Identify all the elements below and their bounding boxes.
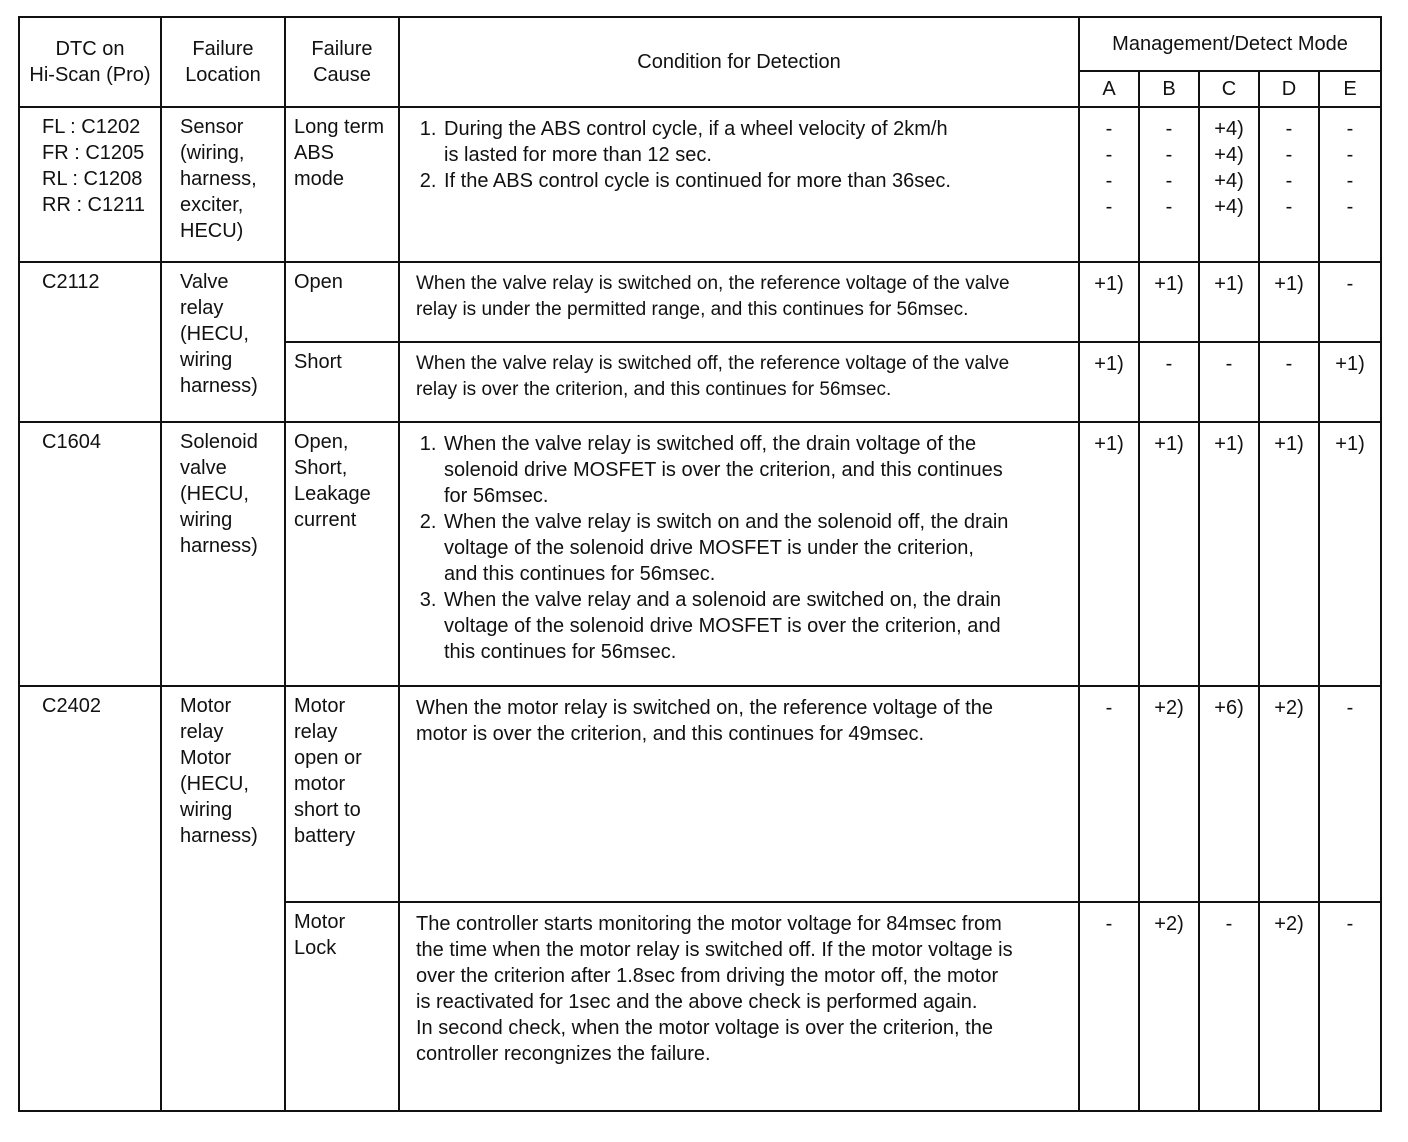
- mode-d-value: +1): [1259, 262, 1319, 342]
- condition-item: 1. During the ABS control cycle, if a wheel velocity of 2km/h is lasted for more than 12 sec.: [442, 116, 1074, 168]
- mode-d-value: - - - -: [1259, 107, 1319, 262]
- mode-a-value: -: [1079, 902, 1139, 1111]
- mode-a-value: +1): [1079, 422, 1139, 686]
- dtc-code: C2402: [19, 686, 161, 1111]
- mode-c-value: -: [1199, 342, 1259, 422]
- dtc-code: FL : C1202 FR : C1205 RL : C1208 RR : C1211: [19, 107, 161, 262]
- mode-d-value: +2): [1259, 902, 1319, 1111]
- condition-item: 2. If the ABS control cycle is continued for more than 36sec.: [442, 168, 1074, 194]
- header-row: [19, 17, 1381, 71]
- detection-condition: When the valve relay is switched off, the reference voltage of the valve relay is over the criterion, and this continues for 56msec.: [399, 342, 1079, 422]
- failure-cause: Open: [285, 262, 399, 342]
- table-row: [19, 107, 1381, 262]
- failure-cause: Motor Lock: [285, 902, 399, 1111]
- condition-item: 3. When the valve relay and a solenoid are switched on, the drain voltage of the solenoid drive MOSFET is over the criterion, and this continues for 56msec.: [442, 587, 1074, 665]
- mode-a-value: - - - -: [1079, 107, 1139, 262]
- detection-condition: The controller starts monitoring the motor voltage for 84msec from the time when the motor relay is switched off. If the motor voltage is over the criterion after 1.8sec from driving the motor off, the motor is reactivated for 1sec and the above check is performed again. In second check, when the motor voltage is over the criterion, the controller recongnizes the failure.: [399, 902, 1079, 1111]
- header-condition: Condition for Detection: [399, 17, 1079, 107]
- mode-b-value: -: [1139, 342, 1199, 422]
- dtc-code: C1604: [19, 422, 161, 686]
- mode-d-value: -: [1259, 342, 1319, 422]
- table-row: [19, 262, 1381, 342]
- mode-e-value: -: [1319, 902, 1381, 1111]
- header-cause: Failure Cause: [285, 17, 399, 107]
- header-mode-d: D: [1259, 71, 1319, 107]
- failure-location: Solenoid valve (HECU, wiring harness): [161, 422, 285, 686]
- mode-e-value: +1): [1319, 422, 1381, 686]
- dtc-code: C2112: [19, 262, 161, 422]
- mode-a-value: -: [1079, 686, 1139, 902]
- mode-a-value: +1): [1079, 342, 1139, 422]
- detection-condition: [399, 422, 1079, 686]
- mode-b-value: - - - -: [1139, 107, 1199, 262]
- mode-b-value: +1): [1139, 262, 1199, 342]
- failure-location: Valve relay (HECU, wiring harness): [161, 262, 285, 422]
- mode-c-value: +6): [1199, 686, 1259, 902]
- table-row: [19, 686, 1381, 902]
- table-row: [19, 422, 1381, 686]
- condition-list: [416, 116, 1074, 194]
- header-mode-e: E: [1319, 71, 1381, 107]
- condition-item: 2. When the valve relay is switch on and the solenoid off, the drain voltage of the solenoid drive MOSFET is under the criterion, and this continues for 56msec.: [442, 509, 1074, 587]
- mode-a-value: +1): [1079, 262, 1139, 342]
- condition-list: [416, 431, 1074, 665]
- failure-cause: Long term ABS mode: [285, 107, 399, 262]
- failure-cause: Open, Short, Leakage current: [285, 422, 399, 686]
- failure-cause: Motor relay open or motor short to battery: [285, 686, 399, 902]
- mode-c-value: +1): [1199, 422, 1259, 686]
- detection-condition: [399, 107, 1079, 262]
- mode-e-value: -: [1319, 686, 1381, 902]
- detection-condition: When the valve relay is switched on, the reference voltage of the valve relay is under the permitted range, and this continues for 56msec.: [399, 262, 1079, 342]
- header-mode-c: C: [1199, 71, 1259, 107]
- detection-condition: When the motor relay is switched on, the reference voltage of the motor is over the criterion, and this continues for 49msec.: [399, 686, 1079, 902]
- mode-b-value: +2): [1139, 902, 1199, 1111]
- condition-item: 1. When the valve relay is switched off, the drain voltage of the solenoid drive MOSFET is over the criterion, and this continues for 56msec.: [442, 431, 1074, 509]
- header-management: Management/Detect Mode: [1079, 17, 1381, 71]
- mode-e-value: -: [1319, 262, 1381, 342]
- mode-b-value: +1): [1139, 422, 1199, 686]
- mode-c-value: -: [1199, 902, 1259, 1111]
- mode-d-value: +2): [1259, 686, 1319, 902]
- failure-location: Motor relay Motor (HECU, wiring harness): [161, 686, 285, 1111]
- failure-cause: Short: [285, 342, 399, 422]
- header-dtc: DTC on Hi-Scan (Pro): [19, 17, 161, 107]
- dtc-table: [18, 16, 1382, 1112]
- mode-d-value: +1): [1259, 422, 1319, 686]
- mode-b-value: +2): [1139, 686, 1199, 902]
- failure-location: Sensor (wiring, harness, exciter, HECU): [161, 107, 285, 262]
- mode-c-value: +1): [1199, 262, 1259, 342]
- mode-c-value: +4) +4) +4) +4): [1199, 107, 1259, 262]
- header-mode-b: B: [1139, 71, 1199, 107]
- header-location: Failure Location: [161, 17, 285, 107]
- mode-e-value: - - - -: [1319, 107, 1381, 262]
- mode-e-value: +1): [1319, 342, 1381, 422]
- header-mode-a: A: [1079, 71, 1139, 107]
